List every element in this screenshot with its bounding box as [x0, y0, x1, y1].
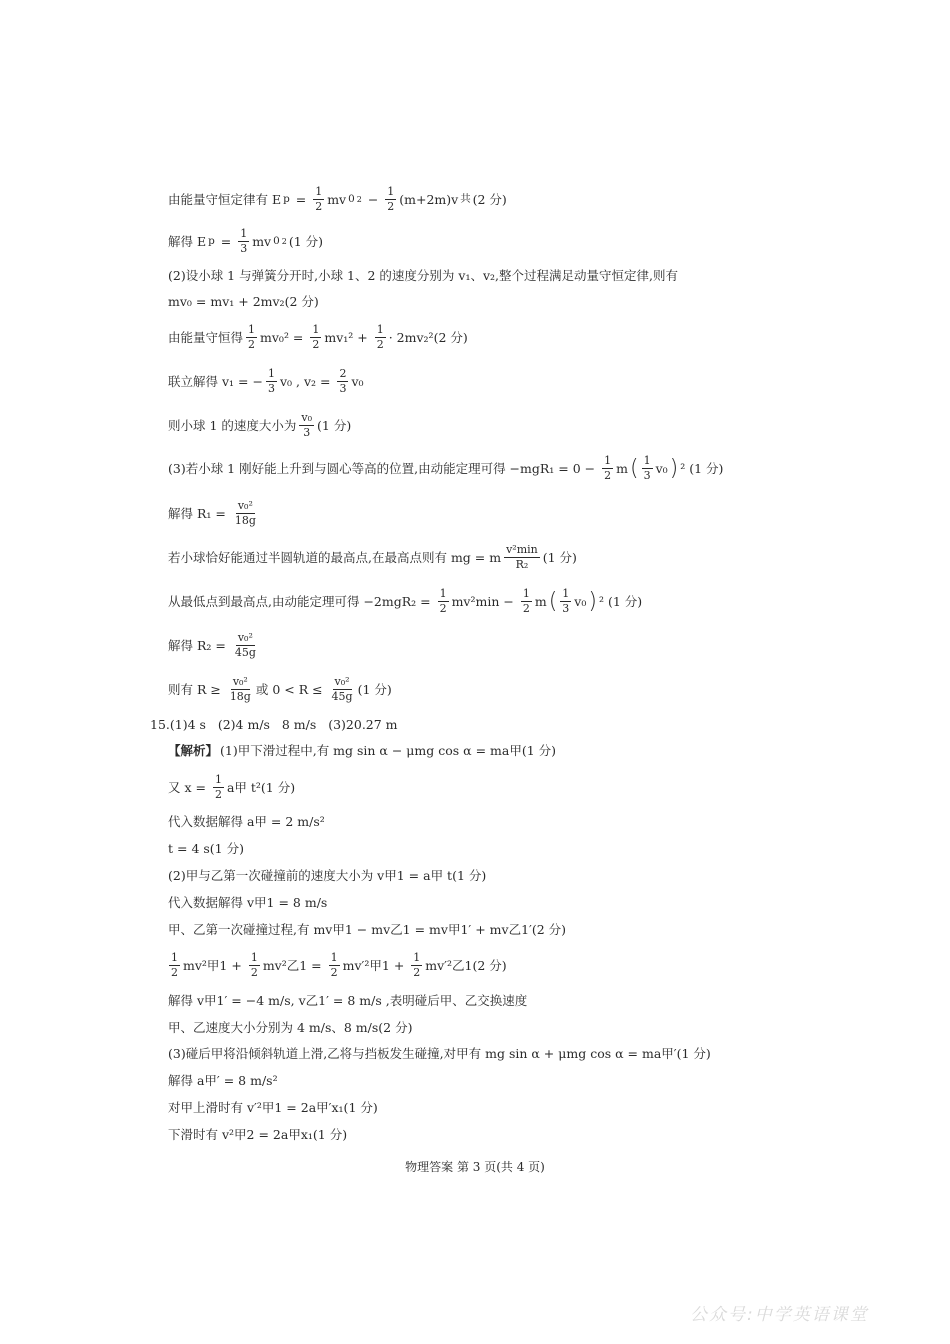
text: 又 x =: [168, 780, 210, 796]
fraction: [266, 368, 277, 395]
text: mv₀² =: [260, 330, 308, 346]
numerator: v₀: [299, 412, 314, 426]
text: m: [534, 594, 547, 610]
text: v₀: [574, 594, 587, 610]
energy-conservation-line: 由能量守恒定律有 E p = $\frac{1}{2}$ mv 0 2 − $\frac{1}{2}$ (m+2m)v 共 (2 分): [168, 185, 507, 214]
denominator: 2: [171, 966, 178, 980]
text: 或 0 < R ≤: [255, 682, 327, 698]
left-paren: (: [548, 588, 558, 614]
analysis-label: 【解析】: [168, 743, 219, 758]
energy-line-2: [168, 324, 468, 351]
text: (2 分): [472, 192, 507, 208]
text: =: [291, 192, 311, 208]
fraction: [602, 455, 613, 482]
downward-slide-line: [168, 1127, 347, 1142]
watermark-text: 公众号:中学英语课堂: [690, 1305, 869, 1325]
fraction: [521, 588, 532, 615]
text: (1 分): [542, 550, 577, 566]
fraction: [411, 952, 422, 979]
numerator: 1: [310, 324, 321, 338]
text: ² (1 分): [598, 594, 643, 610]
subscript: 共: [460, 193, 471, 206]
fraction: [238, 228, 249, 255]
denominator: 3: [339, 382, 347, 396]
denominator: 18g: [234, 514, 256, 528]
collision-momentum-line: [168, 922, 566, 937]
numerator: 1: [249, 952, 260, 966]
page-footer: 物理答案 第 3 页(共 4 页): [405, 1160, 545, 1174]
fraction: [330, 676, 355, 703]
swap-velocity-line: [168, 993, 527, 1008]
denominator: 2: [376, 338, 384, 352]
text: (1 分): [357, 682, 392, 698]
text: · 2mv₂²(2 分): [388, 330, 468, 346]
numerator: 1: [313, 186, 324, 200]
numerator: 1: [602, 455, 613, 469]
ball1-speed-line: [168, 412, 351, 439]
solve-velocities-line: [168, 368, 364, 395]
text: (2)甲与乙第一次碰撞前的速度大小为 v甲1 = a甲 t(1 分): [168, 868, 487, 883]
fraction: [385, 186, 396, 213]
text: 由能量守恒定律有 E: [168, 192, 282, 208]
text: 下滑时有 v²甲2 = 2a甲x₁(1 分): [168, 1127, 348, 1142]
text: mv²乙1 =: [262, 958, 326, 974]
text: 解得 R₁ =: [168, 506, 230, 522]
denominator: 3: [562, 602, 570, 616]
text: 解得 a甲′ = 8 m/s²: [168, 1073, 278, 1088]
fraction: [337, 368, 348, 395]
text: 甲、乙速度大小分别为 4 m/s、8 m/s(2 分): [168, 1020, 413, 1035]
displacement-line: [168, 774, 295, 801]
part3-line: [168, 455, 723, 482]
acceleration-up-result: [168, 1073, 278, 1088]
right-paren: ): [669, 455, 679, 481]
subscript: 0: [273, 235, 280, 248]
fraction: [642, 455, 653, 482]
text: 则有 R ≥: [168, 682, 225, 698]
fraction: [169, 952, 180, 979]
text: (1)甲下滑过程中,有 mg sin α − μmg cos α = ma甲(1 分): [220, 743, 557, 758]
denominator: 2: [312, 338, 320, 352]
denominator: 2: [330, 966, 338, 980]
text: mv₀ = mv₁ + 2mv₂(2 分): [168, 294, 319, 309]
text: 若小球恰好能通过半圆轨道的最高点,在最高点则有 mg = m: [168, 550, 502, 566]
text: ² (1 分): [680, 461, 724, 477]
text: 解得 v甲1′ = −4 m/s, v乙1′ = 8 m/s ,表明碰后甲、乙交换速度: [168, 993, 528, 1008]
fraction: [504, 544, 540, 571]
text: 对甲上滑时有 v′²甲1 = 2a甲′x₁(1 分): [168, 1100, 378, 1115]
upward-slide-line: [168, 1100, 378, 1115]
top-point-line: [168, 544, 577, 571]
lowest-to-highest-line: [168, 588, 642, 615]
denominator: 3: [267, 382, 275, 396]
denominator: 2: [214, 788, 222, 802]
text: mv₁² +: [324, 330, 372, 346]
fraction: [375, 324, 386, 351]
text: mv: [327, 192, 347, 208]
part2-velocity-line: [168, 868, 486, 883]
numerator: 1: [560, 588, 571, 602]
fraction: [310, 324, 321, 351]
subscript: p: [283, 193, 290, 206]
denominator: R₂: [515, 558, 529, 572]
fraction: [233, 632, 258, 659]
text: v₀: [351, 374, 364, 390]
r2-result-line: [168, 632, 259, 659]
speeds-line: [168, 1020, 412, 1035]
text: 从最低点到最高点,由动能定理可得 −2mgR₂ =: [168, 594, 435, 610]
numerator: 1: [521, 588, 532, 602]
text: =: [216, 234, 236, 250]
denominator: 2: [604, 469, 612, 483]
collision-energy-line: [168, 952, 507, 979]
text: (m+2m)v: [399, 192, 459, 208]
text: mv: [252, 234, 272, 250]
denominator: 2: [387, 200, 395, 214]
text: v₀ , v₂ =: [279, 374, 335, 390]
time-result: [168, 841, 244, 856]
subscript: 0: [348, 193, 355, 206]
fraction: [233, 500, 258, 527]
text: 15.(1)4 s (2)4 m/s 8 m/s (3)20.27 m: [150, 717, 398, 732]
numerator: 1: [411, 952, 422, 966]
numerator: 2: [337, 368, 348, 382]
text: mv′²乙1(2 分): [425, 958, 507, 974]
fraction: [228, 676, 253, 703]
fraction: [560, 588, 571, 615]
denominator: 2: [439, 602, 447, 616]
denominator: 3: [643, 469, 651, 483]
text: mv′²甲1 +: [342, 958, 409, 974]
fraction: [313, 186, 324, 213]
text: 代入数据解得 v甲1 = 8 m/s: [168, 895, 328, 910]
text: (2)设小球 1 与弹簧分开时,小球 1、2 的速度分别为 v₁、v₂,整个过程满足动量守恒定律,则有: [168, 268, 678, 283]
momentum-line: [168, 294, 319, 309]
numerator: v₀²: [236, 500, 255, 514]
numerator: 1: [266, 368, 277, 382]
r-range-line: [168, 676, 392, 703]
text: 由能量守恒得: [168, 330, 244, 346]
r1-result-line: [168, 500, 259, 527]
numerator: 1: [246, 324, 257, 338]
text: 则小球 1 的速度大小为: [168, 418, 297, 434]
question-15-answers: [150, 717, 398, 732]
text: 代入数据解得 a甲 = 2 m/s²: [168, 814, 325, 829]
fraction: [299, 412, 314, 439]
analysis-line: [168, 743, 556, 758]
text: 解得 E: [168, 234, 207, 250]
denominator: 2: [522, 602, 530, 616]
text: −: [363, 192, 383, 208]
numerator: 1: [642, 455, 653, 469]
text: mv²甲1 +: [183, 958, 246, 974]
denominator: 45g: [331, 690, 353, 704]
denominator: 45g: [234, 646, 256, 660]
right-paren: ): [588, 588, 597, 614]
part2-intro-line: [168, 268, 678, 283]
numerator: 1: [238, 228, 249, 242]
denominator: 18g: [229, 690, 251, 704]
numerator: 1: [169, 952, 180, 966]
text: a甲 t²(1 分): [226, 780, 296, 796]
numerator: 1: [375, 324, 386, 338]
numerator: v₀²: [231, 676, 250, 690]
numerator: 1: [329, 952, 340, 966]
velocity-result: [168, 895, 327, 910]
numerator: 1: [438, 588, 449, 602]
numerator: v²min: [504, 544, 540, 558]
denominator: 2: [248, 338, 256, 352]
text: mv²min −: [451, 594, 518, 610]
acceleration-result: [168, 814, 325, 829]
text: v₀: [655, 461, 668, 477]
fraction: [438, 588, 449, 615]
text: (3)碰后甲将沿倾斜轨道上滑,乙将与挡板发生碰撞,对甲有 mg sin α + μmg cos α = ma甲′(1 分): [168, 1046, 711, 1061]
text: 联立解得 v₁ = −: [168, 374, 263, 390]
ep-result-line: 解得 E p = $\frac{1}{3}$ mv 0 2 (1 分): [168, 227, 324, 256]
fraction: [249, 952, 260, 979]
numerator: v₀²: [333, 676, 352, 690]
fraction: [329, 952, 340, 979]
text: (1 分): [288, 234, 324, 250]
left-paren: (: [629, 455, 639, 481]
text: (1 分): [317, 418, 352, 434]
denominator: 3: [240, 242, 248, 256]
part3-incline-line: [168, 1046, 711, 1061]
denominator: 2: [250, 966, 258, 980]
text: (3)若小球 1 刚好能上升到与圆心等高的位置,由动能定理可得 −mgR₁ = 0 −: [168, 461, 600, 477]
text: 甲、乙第一次碰撞过程,有 mv甲1 − mv乙1 = mv甲1′ + mv乙1′(2 分): [168, 922, 567, 937]
denominator: 2: [315, 200, 323, 214]
numerator: v₀²: [236, 632, 255, 646]
numerator: 1: [385, 186, 396, 200]
text: m: [616, 461, 628, 477]
text: t = 4 s(1 分): [168, 841, 244, 856]
denominator: 3: [303, 426, 311, 440]
fraction: [246, 324, 257, 351]
text: 解得 R₂ =: [168, 638, 230, 654]
numerator: 1: [213, 774, 224, 788]
fraction: [213, 774, 224, 801]
denominator: 2: [413, 966, 421, 980]
subscript: p: [208, 235, 215, 248]
